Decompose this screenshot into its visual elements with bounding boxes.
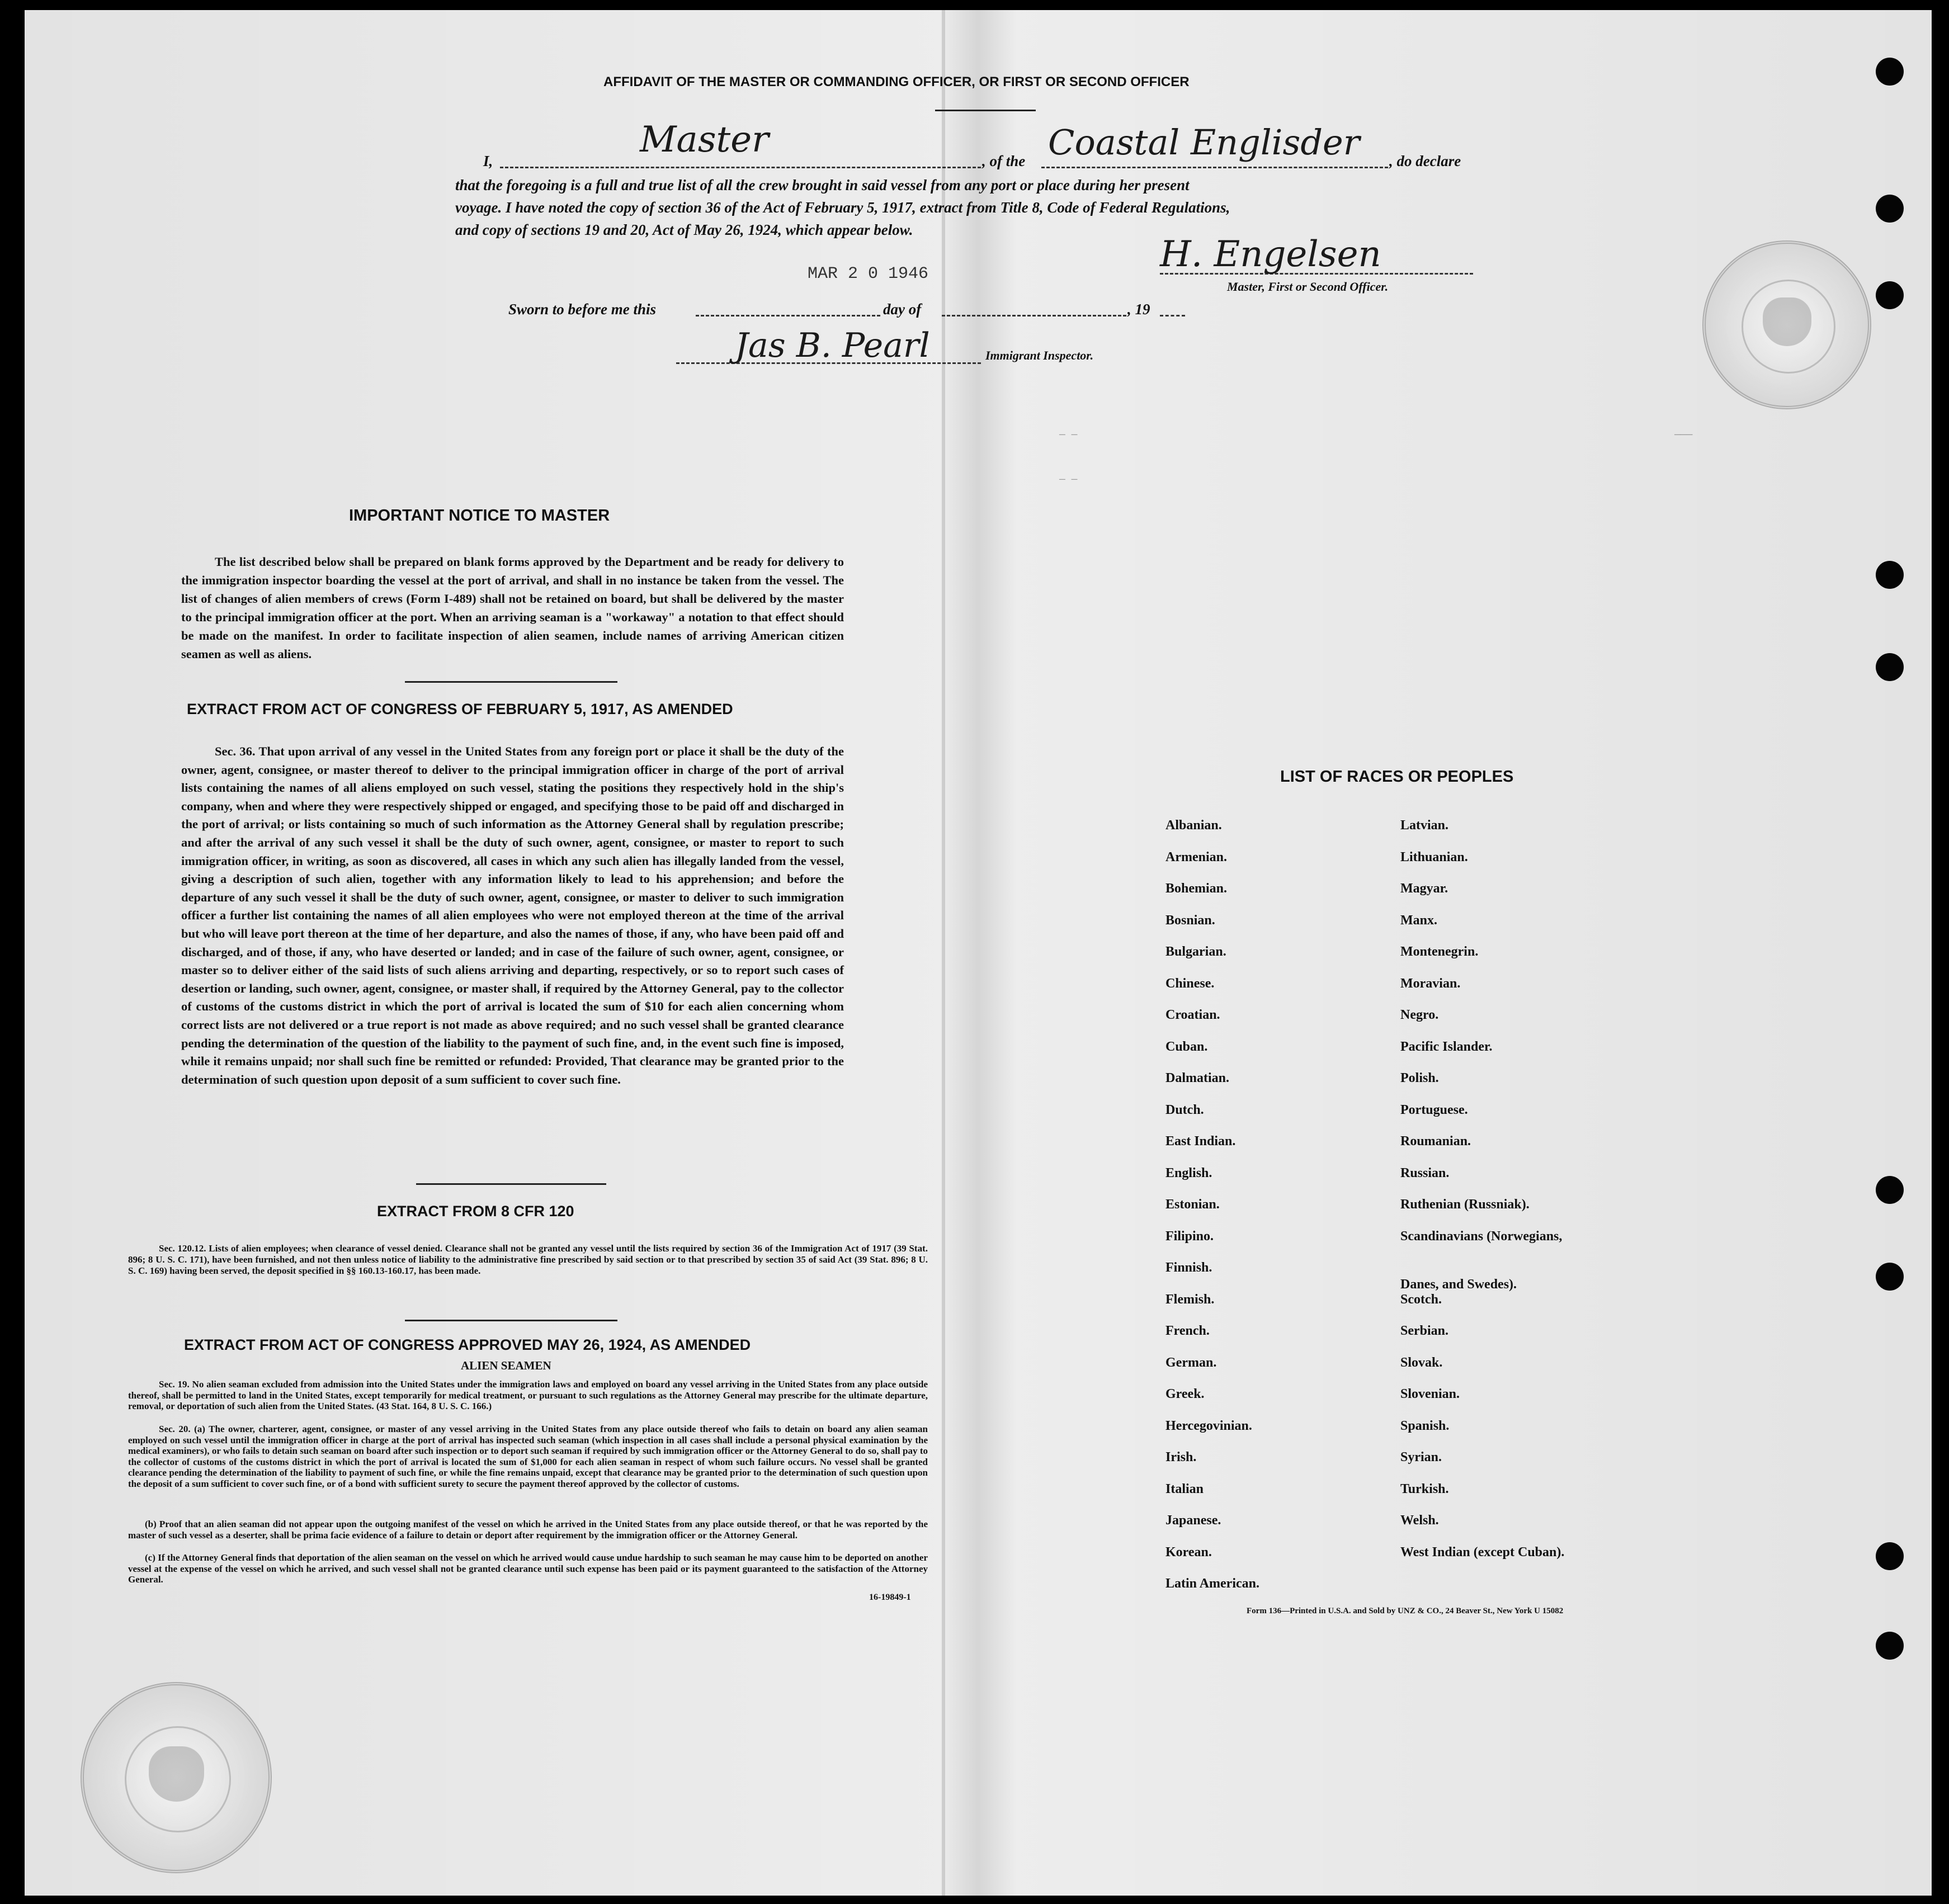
affidavit-line-2: that the foregoing is a full and true list of all the crew brought in said vessel from any port or place during her present — [455, 177, 1190, 193]
form-code: 16-19849-1 — [869, 1593, 911, 1602]
race-item: Estonian. — [1165, 1197, 1220, 1212]
race-item: Japanese. — [1165, 1513, 1221, 1528]
races-title: LIST OF RACES OR PEOPLES — [1280, 768, 1514, 786]
affidavit-line-4: and copy of sections 19 and 20, Act of May 26, 1924, which appear below. — [455, 221, 913, 238]
race-item: Scotch. — [1400, 1292, 1442, 1307]
of-the-label: , of the — [982, 153, 1026, 169]
race-item: Slovenian. — [1400, 1387, 1460, 1401]
affidavit-line-3: voyage. I have noted the copy of section 36 of the Act of February 5, 1917, extract from Title 8, Code of Federal Regulations, — [455, 199, 1230, 216]
binder-hole — [1876, 1542, 1904, 1570]
extract-1924-sec20b: (b) Proof that an alien seaman did not appear upon the outgoing manifest of the vessel on which he arrived in the United States from any place outside thereof, or that he was reported by the master of such vessel as a deserter, shall be prima facie evidence of a failure to detain or deport after requirement by the immigration officer or the Attorney General. — [128, 1519, 928, 1541]
page-fold — [942, 10, 945, 1896]
vessel-line — [1041, 167, 1388, 168]
race-item: Manx. — [1400, 913, 1437, 928]
race-item: West Indian (except Cuban). — [1400, 1544, 1565, 1560]
binder-hole — [1876, 1176, 1904, 1204]
notice-rule — [405, 681, 617, 683]
race-item: Syrian. — [1400, 1450, 1442, 1464]
race-item: Greek. — [1165, 1387, 1205, 1401]
do-declare-label: , do declare — [1389, 153, 1461, 169]
race-item: Albanian. — [1165, 818, 1222, 833]
notice-title: IMPORTANT NOTICE TO MASTER — [349, 507, 610, 525]
extract-cfr-body: Sec. 120.12. Lists of alien employees; when clearance of vessel denied. Clearance shall not be granted any vessel until the lists required by section 36 of the Immigration Act of 1917 (39 Stat. 896; 8 U. S. C. 171), have been furnished, and not then unless notice of liability to the administrative fine prescribed by said section or to that prescribed by section 35 of said Act (39 Stat. 896; 8 U. S. C. 169) having been served, the deposit specified in §§ 160.13-160.17, has been made. — [128, 1243, 928, 1276]
extract-1917-rule — [416, 1183, 606, 1185]
race-item: Danes, and Swedes). — [1400, 1277, 1517, 1292]
extract-cfr-rule — [405, 1320, 617, 1321]
race-item: Irish. — [1165, 1450, 1197, 1464]
year-label: , 19 — [1127, 301, 1150, 318]
sworn-month-line — [942, 315, 1126, 316]
binder-hole — [1876, 653, 1904, 681]
title-rule — [935, 110, 1036, 111]
race-item: Ruthenian (Russniak). — [1400, 1197, 1530, 1212]
extract-1924-title: EXTRACT FROM ACT OF CONGRESS APPROVED MAY 26, 1924, AS AMENDED — [184, 1336, 751, 1353]
race-item: Welsh. — [1400, 1513, 1439, 1528]
extract-1924-sec19: Sec. 19. No alien seaman excluded from admission into the United States under the immigration laws and employed on board any vessel arriving in the United States from any place outside thereof, shall be permitted to land in the United States, except temporarily for medical treatment, or pursuant to such regulations as the Attorney General may prescribe for the ultimate departure, removal, or deportation of such alien from the United States. (43 Stat. 164, 8 U. S. C. 166.) — [128, 1379, 928, 1411]
extract-1924-sec20a: Sec. 20. (a) The owner, charterer, agent, consignee, or master of any vessel arriving in the United States from any place outside thereof who fails to detain on board any alien seaman employed on such vessel until the immigration officer in charge at the port of arrival has inspected such seaman (which inspection in all cases shall include a personal physical examination by the medical examiners), or who fails to detain such seaman on board after such inspection or to deport such seaman if required by such immigration officer or the Attorney General to do so, shall pay to the collector of customs of the customs district in which the port of arrival is located the sum of $1,000 for each alien seaman in respect of whom such failure occurs. No vessel shall be granted clearance pending the determination of the liability to payment of such fine, or while the fine remains unpaid, except that clearance may be granted prior to the determination of such question upon the deposit of a sum sufficient to cover such fine, or of a bond with sufficient surety to secure the payment thereof approved by the collector of customs. — [128, 1424, 928, 1489]
printer-footer: Form 136—Printed in U.S.A. and Sold by UNZ & CO., 24 Beaver St., New York U 15082 — [1247, 1607, 1564, 1615]
race-item: Bosnian. — [1165, 913, 1215, 928]
race-item: Roumanian. — [1400, 1134, 1471, 1149]
affidavit-title: AFFIDAVIT OF THE MASTER OR COMMANDING OFFICER, OR FIRST OR SECOND OFFICER — [603, 74, 1190, 89]
master-caption: Master, First or Second Officer. — [1227, 280, 1389, 294]
race-item: Croatian. — [1165, 1008, 1220, 1022]
handwritten-vessel-name: Coastal Englisder — [1048, 122, 1360, 163]
handwritten-rank: Master — [640, 119, 769, 160]
binder-hole — [1876, 58, 1904, 86]
inspector-caption: Immigrant Inspector. — [985, 348, 1094, 362]
race-item: Hercegovinian. — [1165, 1418, 1252, 1433]
rank-line — [500, 167, 981, 168]
race-item: Slovak. — [1400, 1355, 1443, 1370]
binder-hole — [1876, 1263, 1904, 1291]
binder-hole — [1876, 561, 1904, 589]
extract-1924-subtitle: ALIEN SEAMEN — [461, 1359, 551, 1372]
race-item: Montenegrin. — [1400, 944, 1479, 959]
binder-hole — [1876, 281, 1904, 309]
race-item: French. — [1165, 1324, 1210, 1338]
race-item: Moravian. — [1400, 976, 1461, 991]
race-item: German. — [1165, 1355, 1217, 1370]
race-item: Pacific Islander. — [1400, 1039, 1493, 1054]
eagle-emblem-icon — [149, 1746, 204, 1802]
eagle-emblem-icon — [1763, 297, 1811, 346]
race-item: English. — [1165, 1165, 1212, 1180]
bleed-through-mark: ——— — [1674, 429, 1693, 441]
sworn-label: Sworn to before me this — [508, 301, 657, 318]
race-item: Flemish. — [1165, 1292, 1215, 1307]
race-item: Portuguese. — [1400, 1102, 1468, 1117]
sworn-day-line — [696, 315, 880, 316]
race-item: Turkish. — [1400, 1481, 1449, 1496]
race-item: Lithuanian. — [1400, 849, 1468, 864]
bleed-through-mark: — — — [1059, 429, 1078, 441]
race-item: Dutch. — [1165, 1102, 1204, 1117]
race-item: Latvian. — [1400, 818, 1449, 833]
race-item: Spanish. — [1400, 1418, 1450, 1433]
date-stamp: MAR 2 0 1946 — [808, 264, 929, 284]
notice-body: The list described below shall be prepared on blank forms approved by the Department and be ready for delivery to the immigration inspector boarding the vessel at the port of arrival, and shall in no instance be taken from the vessel. The list of changes of alien members of crews (Form I-489) shall not be retained on board, but shall be delivered by the master to the principal immigration officer at the port. When an arriving seaman is a "workaway" a notation to that effect should be made on the manifest. In order to facilitate inspection of alien seamen, include names of arriving American citizen seamen as well as aliens. — [181, 555, 844, 661]
day-of-label: day of — [883, 301, 922, 318]
race-item: Serbian. — [1400, 1324, 1449, 1338]
binder-hole — [1876, 1632, 1904, 1660]
extract-1917-body: Sec. 36. That upon arrival of any vessel in the United States from any foreign port or place it shall be the duty of the owner, agent, consignee, or master thereof to deliver to the principal immigration officer in charge of the port of arrival lists containing the names of all aliens employed on such vessel, stating the positions they respectively hold in the ship's company, when and where they were respectively shipped or engaged, and specifying those to be paid off and discharged in the port of arrival; or lists containing so much of such information as the Attorney General shall by regulation prescribe; and after the arrival of any such vessel it shall be the duty of such owner, agent, consignee, or master to report to such immigration officer, in writing, as soon as discovered, all cases in which any such alien has illegally landed from the vessel, giving a description of such alien, together with any information likely to lead to his apprehension; and before the departure of any such vessel it shall be the duty of such owner, agent, consignee, or master to deliver to such immigration officer a further list containing the names of all alien employees who were not employed thereon at the time of the arrival but who will leave port thereon at the time of her departure, and also the names of those, if any, who have been paid off and discharged, and of those, if any, who have deserted or landed; and in case of the failure of such owner, agent, consignee, or master so to deliver either of the said lists of such aliens arriving and departing, respectively, or so to report such cases of desertion or landing, such owner, agent, consignee, or master shall, if required by the Attorney General, pay to the collector of customs of the customs district in which the port of arrival is located the sum of $10 for each alien concerning whom correct lists are not delivered or a true report is not made as above required; and no such vessel shall be granted clearance pending the determination of the question of the liability to the payment of such fine, and, in the event such fine is imposed, while it remains unpaid; nor shall such fine be remitted or refunded: Provided, That clearance may be granted prior to the determination of such question upon deposit of a sum sufficient to cover such fine. — [181, 744, 844, 1086]
affidavit-i-label: I, — [483, 153, 493, 169]
race-item: Cuban. — [1165, 1039, 1208, 1054]
race-item: Magyar. — [1400, 881, 1448, 896]
extract-cfr-title: EXTRACT FROM 8 CFR 120 — [377, 1203, 574, 1220]
race-item: Polish. — [1400, 1071, 1439, 1085]
race-item: Chinese. — [1165, 976, 1215, 991]
race-item: Italian — [1165, 1481, 1204, 1496]
race-item: Latin American. — [1165, 1576, 1259, 1591]
embossed-seal-top-right — [1702, 240, 1871, 409]
inspector-signature: Jas B. Pearl — [735, 326, 930, 365]
extract-1917-title: EXTRACT FROM ACT OF CONGRESS OF FEBRUARY 5, 1917, AS AMENDED — [187, 701, 733, 717]
race-item: Russian. — [1400, 1165, 1450, 1180]
bleed-through-mark: — — — [1059, 474, 1078, 485]
race-item: Korean. — [1165, 1544, 1212, 1560]
sworn-year-line — [1160, 315, 1185, 316]
embossed-seal-bottom-left — [81, 1682, 272, 1873]
race-item: Negro. — [1400, 1008, 1439, 1022]
race-item: Bohemian. — [1165, 881, 1228, 896]
extract-1924-sec20c: (c) If the Attorney General finds that deportation of the alien seaman on the vessel on which he arrived would cause undue hardship to such seaman he may cause him to be deported on another vessel at the expense of the vessel on which he arrived, and such vessel shall not be granted clearance until such expense has been paid or its payment guaranteed to the satisfaction of the Attorney General. — [128, 1552, 928, 1585]
race-item: Bulgarian. — [1165, 944, 1226, 959]
race-item: Armenian. — [1165, 849, 1227, 864]
race-item: Filipino. — [1165, 1229, 1214, 1244]
master-signature: H. Engelsen — [1160, 234, 1381, 275]
document-sheet — [25, 10, 1932, 1896]
binder-hole — [1876, 195, 1904, 223]
race-item: East Indian. — [1165, 1134, 1236, 1149]
race-item: Finnish. — [1165, 1260, 1212, 1275]
race-item: Scandinavians (Norwegians, — [1400, 1229, 1563, 1244]
race-item: Dalmatian. — [1165, 1071, 1229, 1085]
